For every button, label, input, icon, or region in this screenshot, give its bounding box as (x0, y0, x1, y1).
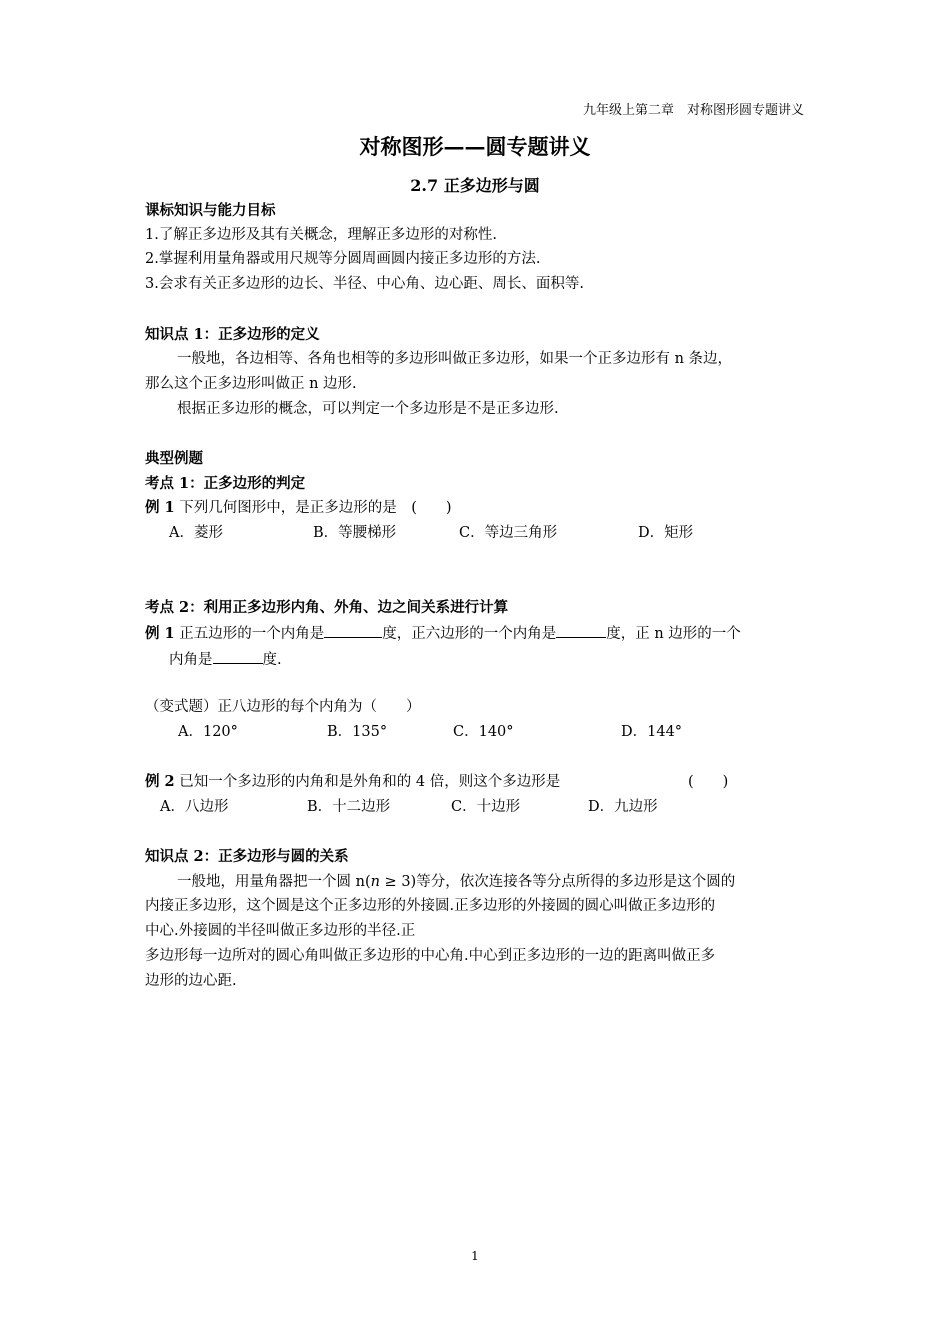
example-question (145, 501, 452, 516)
answer-blank[interactable] (324, 625, 382, 638)
running-header: 九年级上第二章 对称图形圆专题讲义 (582, 103, 804, 118)
kp1-paragraph: 根据正多边形的概念，可以判定一个多边形是不是正多边形. (177, 401, 559, 417)
topic1-heading: 考点 1：正多边形的判定 (145, 475, 306, 492)
example-question: 例 1 正五边形的一个内角是 度，正六边形的一个内角是 度，正 n 边形的一个 (145, 625, 741, 642)
example-label: 例 1 (145, 625, 175, 642)
kp2-paragraph-line: 内接正多边形，这个圆是这个正多边形的外接圆.正多边形的外接圆的圆心叫做正多边形的 (145, 898, 716, 914)
example-question-cont: 内角是 度. (169, 652, 282, 668)
example-label: 例 2 (145, 773, 175, 790)
kp2-paragraph-line: 边形的边心距. (145, 973, 237, 989)
example-text: 下列几何图形中，是正多边形的是 ( ) (179, 500, 452, 516)
kp2-paragraph-line: 多边形每一边所对的圆心角叫做正多边形的中心角.中心到正多边形的一边的距离叫做正多 (145, 948, 716, 964)
answer-blank[interactable] (556, 625, 606, 638)
variant-question: （变式题）正八边形的每个内角为（ ） (145, 699, 421, 715)
option: A．菱形 (169, 525, 223, 541)
kp1-paragraph-line: 那么这个正多边形叫做正 n 边形. (145, 376, 357, 392)
examples-heading: 典型例题 (145, 450, 203, 467)
topic2-heading: 考点 2：利用正多边形内角、外角、边之间关系进行计算 (145, 599, 509, 616)
option: B．135° (327, 724, 388, 740)
option: D．144° (621, 724, 683, 740)
kp1-paragraph-line: 一般地，各边相等、各角也相等的多边形叫做正多边形，如果一个正多边形有 n 条边， (177, 351, 733, 367)
option: C．140° (453, 724, 514, 740)
answer-paren: ( ) (688, 774, 729, 790)
answer-blank[interactable] (213, 651, 263, 664)
option: D．九边形 (588, 799, 658, 815)
option: C．十边形 (451, 799, 521, 815)
objective-item: 2.掌握利用量角器或用尺规等分圆周画圆内接正多边形的方法. (145, 251, 541, 267)
kp2-paragraph-line: 中心.外接圆的半径叫做正多边形的半径.正 (145, 923, 416, 939)
example-label: 例 1 (145, 499, 175, 516)
objective-item: 1.了解正多边形及其有关概念，理解正多边形的对称性. (145, 227, 497, 243)
document-title: 对称图形——圆专题讲义 (359, 134, 591, 159)
objective-item: 3.会求有关正多边形的边长、半径、中心角、边心距、周长、面积等. (145, 276, 584, 292)
page-number: 1 (471, 1249, 479, 1263)
kp2-paragraph-line: 一般地，用量角器把一个圆 n(n ≥ 3)等分，依次连接各等分点所得的多边形是这个圆的 (177, 874, 736, 890)
option: D．矩形 (638, 525, 694, 541)
example-question: 例 2 已知一个多边形的内角和是外角和的 4 倍，则这个多边形是 (145, 773, 561, 790)
option: B．等腰梯形 (313, 525, 397, 541)
option: C．等边三角形 (459, 525, 558, 541)
option: B．十二边形 (307, 799, 391, 815)
option: A．120° (178, 724, 238, 740)
option: A．八边形 (160, 799, 229, 815)
kp2-heading: 知识点 2：正多边形与圆的关系 (145, 848, 349, 865)
objectives-heading: 课标知识与能力目标 (145, 202, 276, 219)
kp1-heading: 知识点 1：正多边形的定义 (145, 326, 320, 343)
section-title: 2.7 正多边形与圆 (410, 176, 540, 195)
